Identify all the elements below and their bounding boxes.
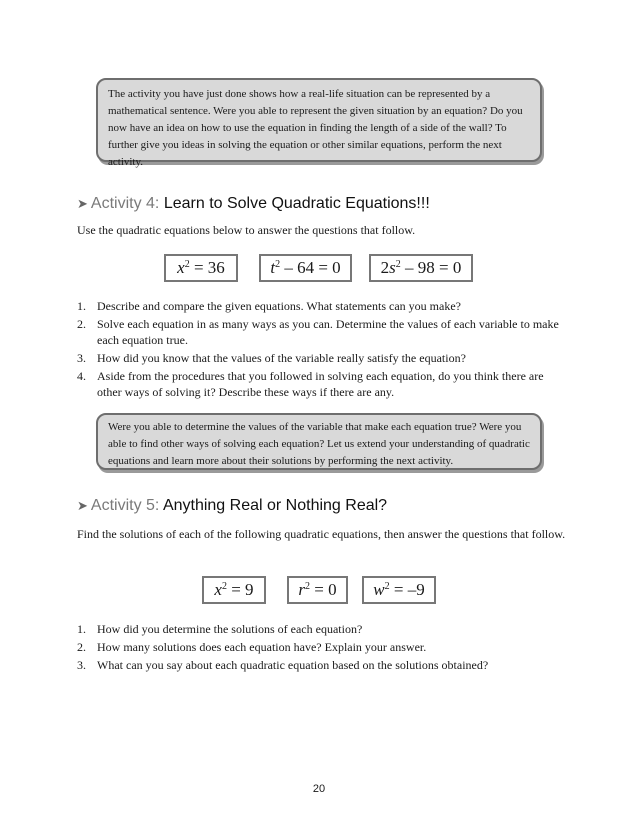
arrow-bullet-icon: ➤: [77, 498, 88, 513]
list-item: 3. What can you say about each quadratic equation based on the solutions obtained?: [77, 658, 489, 672]
activity-4-title: Learn to Solve Quadratic Equations!!!: [163, 195, 430, 212]
activity-4-instruction: Use the quadratic equations below to answer the questions that follow.: [77, 223, 416, 237]
list-item: 4. Aside from the procedures that you followed in solving each equation, do you think there are other ways of solving it? Describe these ways if there are any.: [77, 369, 544, 399]
activity-5-instruction: Find the solutions of each of the following quadratic equations, then answer the questions that follow.: [77, 527, 566, 541]
activity-4-heading: [77, 194, 430, 214]
activity-4-note-box: [96, 413, 542, 470]
equation-box: $t^2 - 64 = 0$: [259, 254, 352, 282]
page-number: 20: [312, 783, 326, 795]
equation-box: $w^2 = -9$: [362, 576, 436, 604]
equation-box: $r^2 = 0$: [287, 576, 348, 604]
activity-5-title: Anything Real or Nothing Real?: [162, 497, 388, 514]
activity-5-heading: [77, 496, 387, 516]
intro-note-text: The activity you have just done shows how a real-life situation can be represented by a mathematical sentence. Were you able to represent the given situation by an equation? Do you now have an idea on how to use the equation in finding the length of a side of the wall? To further give you ideas in solving the equation or other similar equations, perform the next activity.: [108, 88, 523, 168]
list-item: 2. How many solutions does each equation have? Explain your answer.: [77, 640, 427, 654]
activity-4-note-text: Were you able to determine the values of the variable that make each equation true? Were you able to find other ways of solving each equation? Let us extend your understanding of quadratic equations and learn more about their solutions by performing the next activity.: [108, 421, 530, 467]
activity-4-label: Activity 4:: [90, 195, 160, 212]
list-item: 1. How did you determine the solutions of each equation?: [77, 622, 363, 636]
list-item: 3. How did you know that the values of the variable really satisfy the equation?: [77, 351, 466, 365]
intro-note-box: [96, 78, 542, 168]
list-item: 2. Solve each equation in as many ways as you can. Determine the values of each variable to make each equation true.: [77, 317, 559, 347]
arrow-bullet-icon: ➤: [77, 196, 88, 211]
list-item: 1. Describe and compare the given equations. What statements can you make?: [77, 299, 461, 313]
equation-box: $x^2 = 9$: [202, 576, 266, 604]
equation-box: $x^2 = 36$: [164, 254, 238, 282]
activity-5-label: Activity 5:: [90, 497, 160, 514]
activity-5-questions: [77, 621, 567, 675]
activity-4-questions: [77, 298, 567, 402]
equation-box: $2s^2 - 98 = 0$: [369, 254, 473, 282]
